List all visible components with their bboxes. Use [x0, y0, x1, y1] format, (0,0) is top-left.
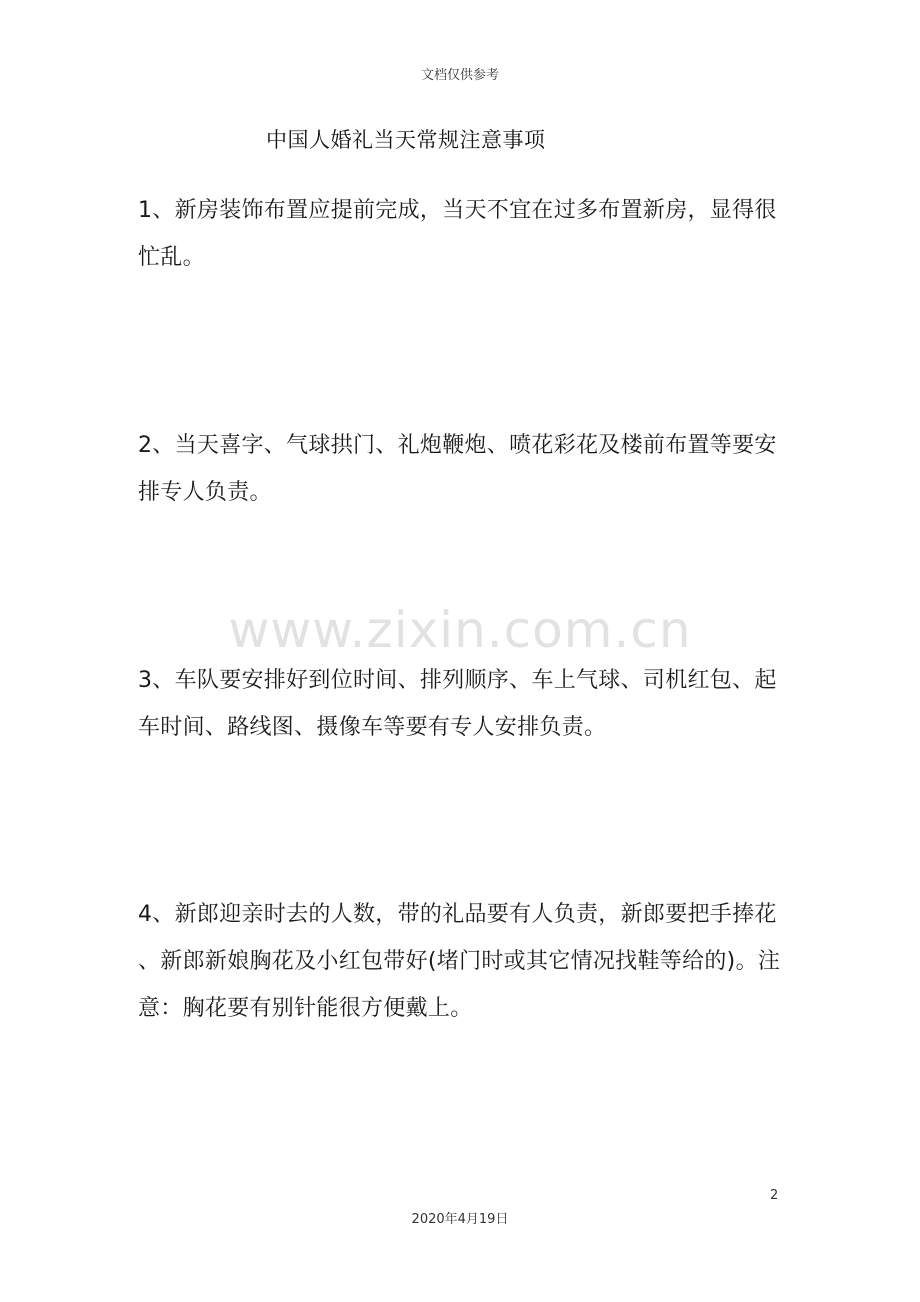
paragraph-line: 4、新郎迎亲时去的人数，带的礼品要有人负责，新郎要把手捧花	[138, 902, 777, 927]
paragraph-line: 意：胸花要有别针能很方便戴上。	[138, 996, 473, 1021]
document-title: 中国人婚礼当天常规注意事项	[266, 128, 546, 152]
paragraph-line: 、新郎新娘胸花及小红包带好(堵门时或其它情况找鞋等给的)。注	[138, 949, 781, 974]
paragraph-3	[138, 657, 783, 751]
paragraph-line: 1、新房装饰布置应提前完成，当天不宜在过多布置新房，显得很	[138, 198, 777, 223]
paragraph-line: 车时间、路线图、摄像车等要有专人安排负责。	[138, 715, 607, 740]
footer-date: 2020年4月19日	[411, 1212, 509, 1227]
paragraph-line: 2、当天喜字、气球拱门、礼炮鞭炮、喷花彩花及楼前布置等要安	[138, 433, 777, 458]
paragraph-line: 3、车队要安排好到位时间、排列顺序、车上气球、司机红包、起	[138, 668, 777, 693]
paragraph-4	[138, 891, 783, 1032]
paragraph-1	[138, 187, 783, 281]
watermark: www.zixin.com.cn	[228, 601, 692, 659]
paragraph-line: 忙乱。	[138, 245, 205, 270]
paragraph-line: 排专人负责。	[138, 480, 272, 505]
paragraph-2	[138, 422, 783, 516]
page-number: 2	[770, 1188, 779, 1203]
header-note: 文档仅供参考	[420, 68, 499, 83]
